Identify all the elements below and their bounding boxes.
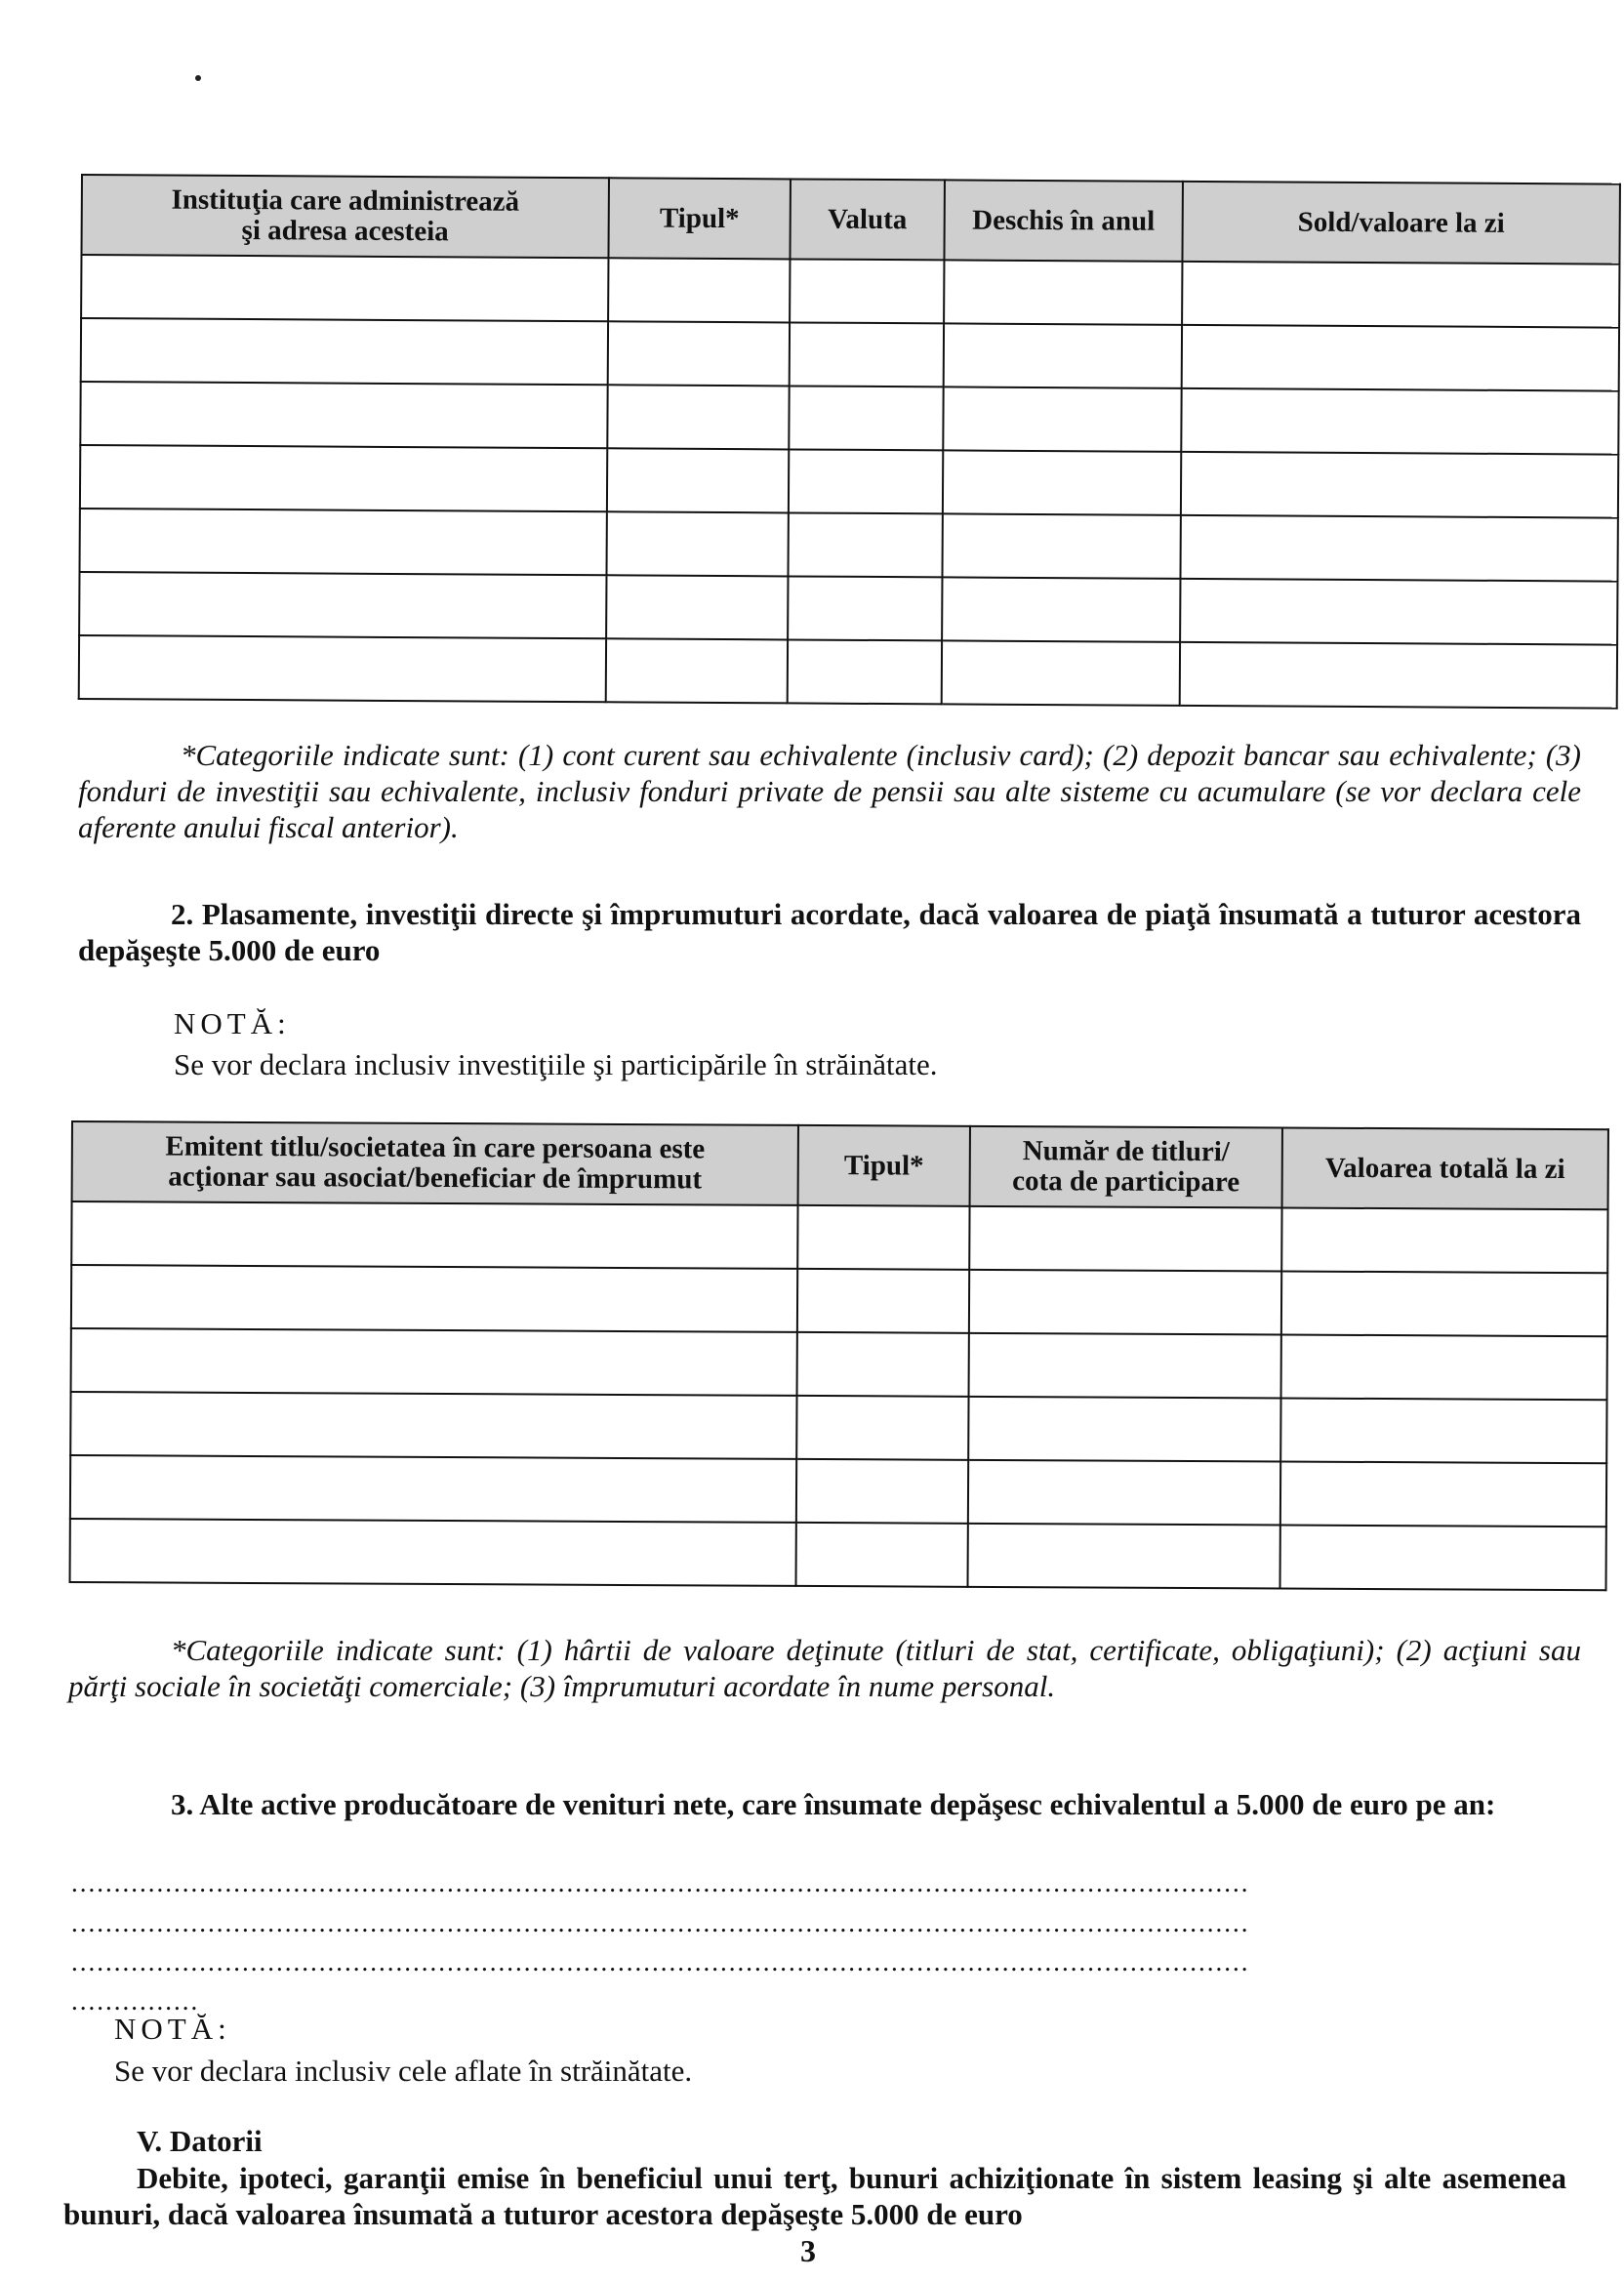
investments-table-cell[interactable] — [70, 1392, 796, 1459]
section-3-heading: 3. Alte active producătoare de venituri nete, care însumate depăşesc echivalentul a 5.000 de euro pe an: — [171, 1787, 1496, 1821]
accounts-table-row — [80, 509, 1618, 582]
accounts-table-cell[interactable] — [606, 511, 788, 576]
accounts-table-cell[interactable] — [789, 449, 943, 513]
accounts-table-cell[interactable] — [942, 513, 1180, 578]
accounts-table-cell[interactable] — [80, 509, 607, 575]
footnote-categories-accounts: *Categoriile indicate sunt: (1) cont curent sau echivalente (inclusiv card); (2) depozit bancar sau echivalente; (3) fonduri de investiţii sau echivalente, inclusiv fonduri private de pensii sau alte sisteme cu acumulare (se vor declara cele aferente anului fiscal anterior). — [78, 738, 1581, 844]
accounts-table-cell[interactable] — [607, 385, 789, 449]
accounts-table-cell[interactable] — [942, 577, 1180, 641]
scan-speck — [195, 75, 201, 81]
investments-table-cell[interactable] — [969, 1270, 1281, 1335]
accounts-table-row — [81, 255, 1619, 328]
fill-line-1: .......................................................................................................................................... — [71, 1868, 1250, 1897]
accounts-table-cell[interactable] — [607, 448, 789, 512]
accounts-table-body — [79, 255, 1620, 709]
note-text-section-3: Se vor declara inclusiv cele aflate în străinătate. — [114, 2054, 693, 2088]
section-2-heading: 2. Plasamente, investiţii directe şi împrumuturi acordate, dacă valoarea de piaţă însumată a tuturor acestora depăşeşte 5.000 de euro — [78, 897, 1581, 967]
investments-table-row — [71, 1265, 1607, 1336]
accounts-table-cell[interactable] — [80, 382, 607, 448]
accounts-table-row — [80, 445, 1618, 518]
accounts-table-cell[interactable] — [81, 255, 608, 321]
fill-line-3: .......................................................................................................................................... — [71, 1947, 1250, 1976]
investments-table-cell[interactable] — [71, 1265, 797, 1332]
investments-table-cell[interactable] — [1281, 1334, 1607, 1400]
investments-table-cell[interactable] — [1280, 1461, 1606, 1527]
accounts-table-cell[interactable] — [788, 576, 942, 640]
investments-table-header — [72, 1121, 1608, 1209]
investments-table — [69, 1120, 1609, 1591]
accounts-table-cell[interactable] — [790, 322, 944, 387]
accounts-table-cell[interactable] — [1180, 579, 1617, 645]
header-opened-year: Deschis în anul — [944, 180, 1182, 261]
accounts-table-cell[interactable] — [788, 639, 942, 704]
fill-line-4: ............... — [71, 1986, 200, 2015]
accounts-table-cell[interactable] — [1181, 388, 1618, 455]
accounts-table-cell[interactable] — [788, 512, 942, 577]
accounts-table-cell[interactable] — [608, 321, 790, 386]
header-total-value: Valoarea totală la zi — [1282, 1127, 1608, 1209]
accounts-table-cell[interactable] — [942, 640, 1180, 705]
investments-table-row — [70, 1455, 1606, 1527]
accounts-table-header — [81, 175, 1619, 265]
accounts-table-cell[interactable] — [790, 259, 944, 323]
investments-table-cell[interactable] — [796, 1459, 968, 1524]
header-balance: Sold/valoare la zi — [1182, 182, 1619, 265]
accounts-table-cell[interactable] — [1182, 325, 1619, 391]
page-number: 3 — [800, 2233, 816, 2268]
section-5-text: Debite, ipoteci, garanţii emise în beneficiul unui terţ, bunuri achiziţionate în sistem leasing şi alte asemenea bunuri, dacă valoarea însumată a tuturor acestora depăşeşte 5.000 de euro — [63, 2161, 1566, 2231]
investments-table-cell[interactable] — [969, 1206, 1281, 1272]
accounts-table-cell[interactable] — [606, 638, 788, 703]
investments-table-cell[interactable] — [70, 1455, 796, 1523]
accounts-table-cell[interactable] — [608, 258, 790, 322]
note-title-section-2: NOTĂ: — [174, 1006, 291, 1040]
accounts-table-cell[interactable] — [789, 386, 943, 450]
investments-table-row — [70, 1392, 1606, 1463]
accounts-table-cell[interactable] — [1182, 262, 1619, 328]
accounts-table — [78, 174, 1621, 710]
investments-table-cell[interactable] — [797, 1205, 969, 1270]
note-title-section-3: NOTĂ: — [114, 2012, 231, 2046]
investments-table-cell[interactable] — [968, 1460, 1280, 1526]
header-type: Tipul* — [798, 1125, 970, 1206]
investments-table-cell[interactable] — [969, 1333, 1281, 1399]
header-currency: Valuta — [790, 179, 944, 260]
header-shares-count: Număr de titluri/ cota de participare — [970, 1126, 1282, 1208]
fill-line-2: .......................................................................................................................................... — [71, 1908, 1250, 1937]
accounts-table-cell[interactable] — [1180, 515, 1617, 582]
accounts-table-cell[interactable] — [943, 387, 1181, 451]
accounts-table-cell[interactable] — [79, 572, 606, 638]
section-5-title: V. Datorii — [137, 2124, 263, 2158]
investments-table-cell[interactable] — [71, 1201, 797, 1269]
investments-table-body — [70, 1201, 1608, 1590]
accounts-table-cell[interactable] — [943, 450, 1181, 514]
investments-table-cell[interactable] — [1280, 1398, 1606, 1463]
header-institution: Instituţia care administrează şi adresa acesteia — [81, 175, 608, 258]
investments-table-cell[interactable] — [968, 1397, 1280, 1462]
accounts-table-cell[interactable] — [1180, 642, 1617, 709]
accounts-table-cell[interactable] — [1181, 452, 1618, 518]
investments-table-cell[interactable] — [1280, 1525, 1606, 1590]
investments-table-cell[interactable] — [796, 1523, 968, 1587]
footnote-categories-investments: *Categoriile indicate sunt: (1) hârtii de valoare deţinute (titluri de stat, certificate, obligaţiuni); (2) acţiuni sau părţi sociale în societăţi comerciale; (3) împrumuturi acordate în nume personal. — [68, 1633, 1581, 1703]
accounts-table-cell[interactable] — [79, 635, 606, 702]
accounts-table-row — [79, 635, 1617, 709]
header-issuer: Emitent titlu/societatea în care persoana este acţionar sau asociat/beneficiar de împrumut — [72, 1121, 798, 1205]
accounts-table-row — [79, 572, 1617, 645]
investments-table-cell[interactable] — [796, 1396, 968, 1460]
accounts-table-cell[interactable] — [80, 445, 607, 511]
investments-table-row — [71, 1328, 1607, 1400]
investments-table-cell[interactable] — [797, 1269, 969, 1333]
accounts-table-cell[interactable] — [944, 260, 1182, 324]
investments-table-cell[interactable] — [71, 1328, 797, 1396]
accounts-table-cell[interactable] — [606, 575, 788, 639]
investments-table-cell[interactable] — [1281, 1207, 1607, 1273]
accounts-table-cell[interactable] — [944, 323, 1182, 387]
investments-table-row — [70, 1519, 1606, 1590]
investments-table-cell[interactable] — [968, 1524, 1280, 1589]
header-type: Tipul* — [608, 178, 790, 259]
accounts-table-row — [80, 382, 1618, 455]
investments-table-cell[interactable] — [1281, 1271, 1607, 1336]
accounts-table-row — [81, 318, 1619, 391]
note-text-section-2: Se vor declara inclusiv investiţiile şi participările în străinătate. — [174, 1047, 938, 1081]
investments-table-row — [71, 1201, 1607, 1273]
accounts-table-cell[interactable] — [81, 318, 608, 385]
investments-table-cell[interactable] — [70, 1519, 796, 1586]
investments-table-cell[interactable] — [797, 1332, 969, 1397]
